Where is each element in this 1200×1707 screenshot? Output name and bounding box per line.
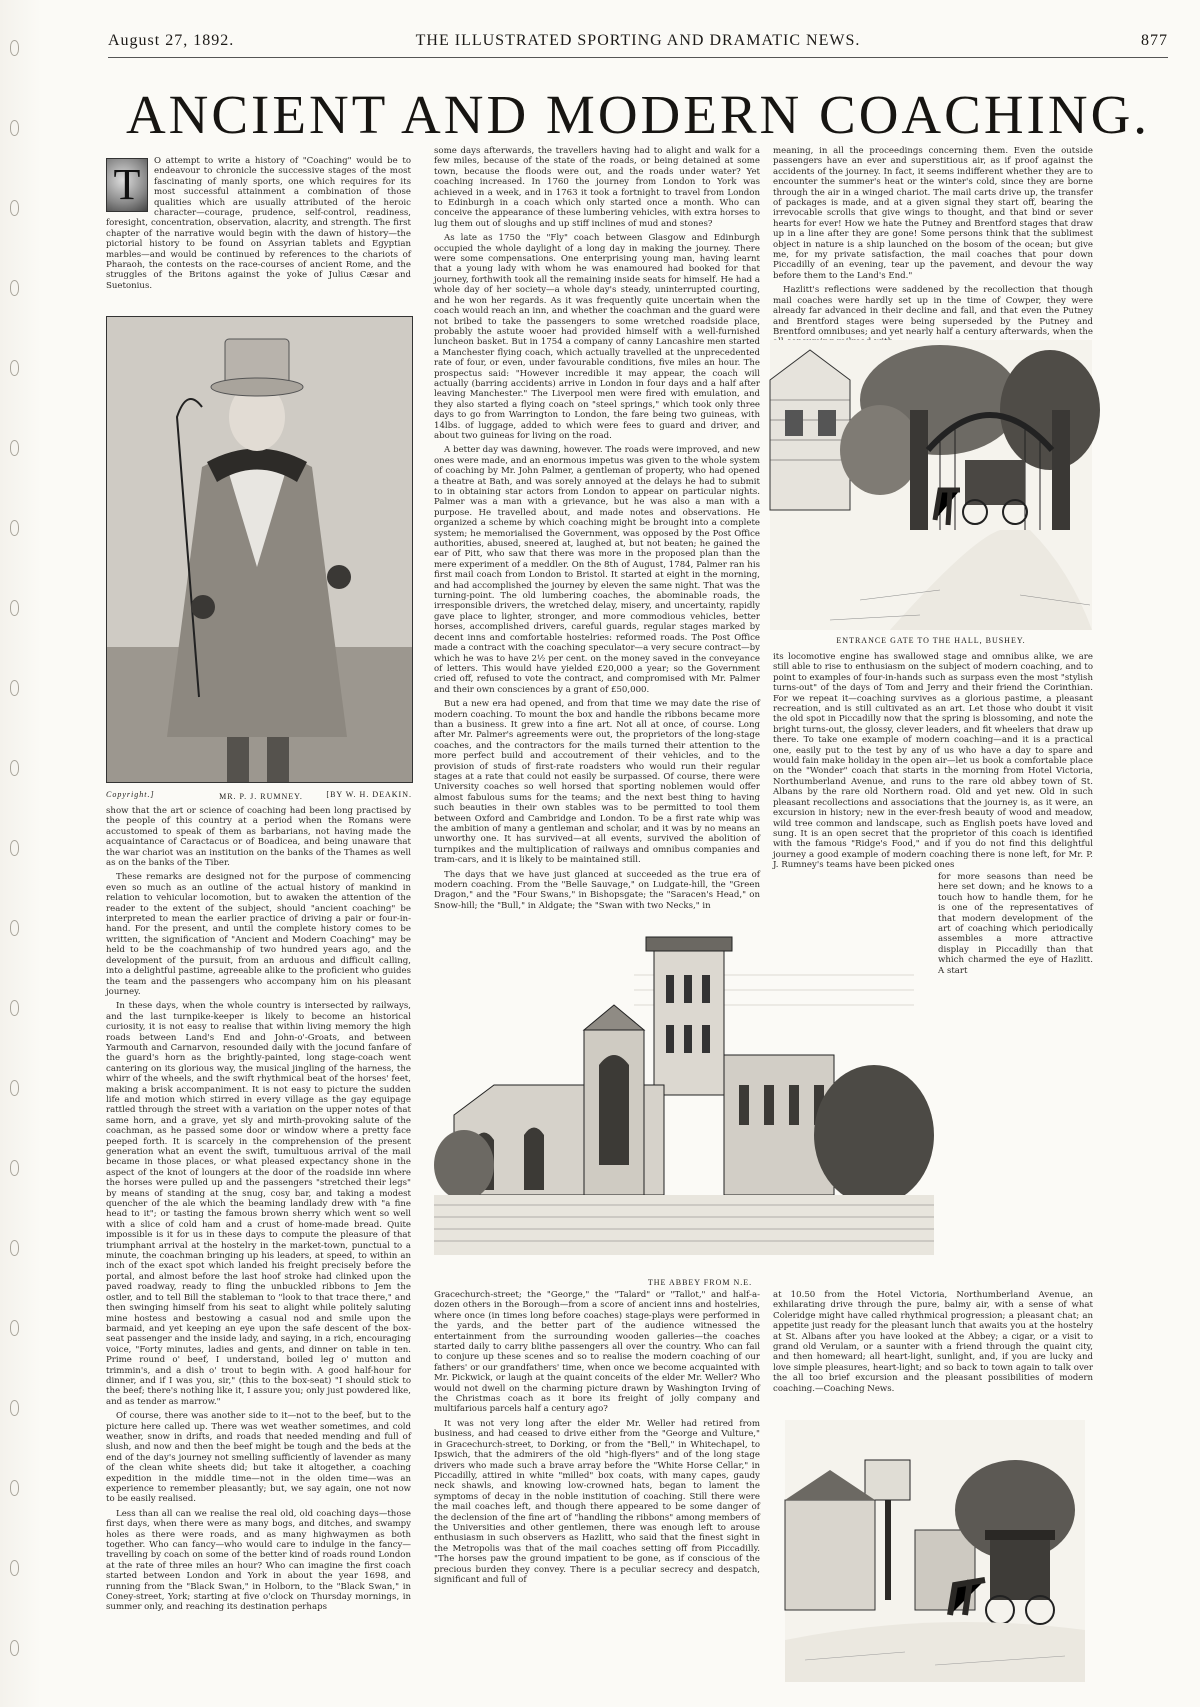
paragraph: its locomotive engine has swallowed stage and omnibus alike, we are still able to rise to enthusiasm on the subject of modern coaching, and to point to examples of four-in-hands such as surpass even the most "stylish turns-out" of the days of Tom and Jerry and their friend the Corinthian. For we repeat it—coaching survives as a glorious pastime, a pleasant recreation, and is still cultivated as an art. Let those who doubt it visit the old spot in Piccadilly now that the spring is blossoming, and note the bright turns-out, the glossy, clever leaders, and fit wheelers that draw up there. To take one example of modern coaching—and it is a practical one, easily put to the test by any of us who have a day to spare and would fain make holiday in the open air—let us book a comfortable place on the "Wonder" coach that starts in the morning from Hotel Victoria, Northumberland Avenue, and runs to the rare old abbey town of St. Albans by the rare old Northern road. Old and yet new. Old in such pleasant recollections and associations that the journey is, as it were, an excursion in history; new in the ever-fresh beauty of wood and meadow, wild tree common and landscape, such as English poets have loved and sung. It is an open secret that the proprietor of this coach is identified with the famous "Ridge's Food," and if you do not find this delightful journey a good example of modern coaching there is none left, for Mr. P. J. Rumney's teams have been picked ones — [773, 652, 1093, 871]
binding-hole — [10, 40, 19, 56]
paragraph: But a new era had opened, and from that time we may date the rise of modern coaching. To mount the box and handle the ribbons became more than a business. It grew into a fine art. Not all at once, of course. Long after Mr. Palmer's agreements were out, the proprietors of the long-stage coaches, and the contractors for the mails turned their attention to the more perfect build and accoutrement of their vehicles, and to the provision of studs of first-rate roadsters who would run their regular stages at a rate that could not easily be surpassed. Of course, there were University coaches so well horsed that sporting noblemen would offer almost fabulous sums for the teams; and the next best thing to having such beauties in their own stables was to be permitted to tool them between Oxford and Cambridge and London. To be a first rate whip was the ambition of many a gentleman and scholar, and it was by no means an unworthy one. It has survived—at all events, survived the abolition of turnpikes and the multiplication of railways and omnibus companies and tram-cars, and it is likely to be maintained still. — [434, 699, 760, 866]
binding-hole — [10, 920, 19, 936]
binding-margin — [0, 0, 42, 1707]
paragraph: In these days, when the whole country is intersected by railways, and the last turnpike-keeper is likely to become an historical curiosity, it is not easy to realise that within living memory the high roads between Land's End and John-o'-Groats, and between Yarmouth and Carnarvon, resounded daily with the jocund fanfare of the guard's horn as the brightly-painted, long stage-coach went cantering on its glorious way, the musical jingling of the harness, the whirr of the wheels, and the swift rhythmical beat of the horses' feet, making a brisk accompaniment. It is not easy to picture the sudden life and motion which stirred in every village as the gay equipage rattled through the street with a variation on the upper notes of that same horn, and a grave, yet sly and mirth-provoking salute of the coachman, as he passed some door or window where a pretty face peeped forth. It is scarcely in the comprehension of the present generation what an event the swift, tumultuous arrival of the mail became in those places, or what pleased expectancy shone in the aspect of the knot of loungers at the door of the roadside inn where the horses were pulled up and the passengers "stretched their legs" by means of standing at the snug, cosy bar, and taking a modest quencher of the ale which the beaming landlady drew with "a fine head to it"; or tasting the famous brown sherry which went so well with a slice of cold ham and a crust of home-made bread. Quite impossible is it for us in these days to compute the pleasure of that triumphant arrival at the hostelry in the market-town, punctual to a minute, the coachman bringing up his leaders, at speed, to within an inch of the exact spot which landed his freight precisely before the portal, and almost before the last hoof stroke had clinked upon the paved roadway, ready to fling the unbuckled ribbons to Jem the ostler, and to tell Bill the stableman to "look to that trace there," and then swinging himself from his seat to alight while politely saluting mine hostess and bestowing a casual nod and smile upon the barmaid, and yet keeping an eye upon the safe descent of the box-seat passenger and the inside lady, and saying, in a rich, encouraging voice, "Forty minutes, ladies and gents, and dinner on table in ten. Prime round o' beef, I understand, boiled leg o' mutton and trimmin's, and a dish o' trout to begin with. A good half-hour for dinner, and if I was you, sir," (this to the box-seat) "I should stick to the beef; there's nothing like it, I assure you; only just powdered like, and as tender as marrow." — [106, 1001, 411, 1407]
binding-hole — [10, 1160, 19, 1176]
paragraph: Gracechurch-street; the "George," the "Talard" or "Tallot," and half-a-dozen others in the Borough—from a score of ancient inns and hostelries, where once (in times long before coaches) stage-plays were performed in the yards, and the better part of the audience witnessed the entertainment from the surrounding wooden galleries—the coaches started daily to carry blithe passengers all over the country. Who can fail to conjure up these scenes and so to realise the modern coaching of our fathers' or our grandfathers' time, when once we become acquainted with Mr. Pickwick, or laugh at the quaint conceits of the elder Mr. Weller? Who would not dwell on the charming picture drawn by Washington Irving of the Christmas coach as it bore its freight of jolly company and multifarious parcels half a century ago? — [434, 1290, 760, 1415]
issue-date: August 27, 1892. — [108, 32, 235, 49]
portrait-credit: [BY W. H. DEAKIN. — [326, 790, 412, 799]
paragraph: some days afterwards, the travellers having had to alight and walk for a few miles, because of the state of the roads, or being detained at some town, because the floods were out, and the roads under water? Yet coaching increased. In 1760 the journey from London to York was achieved in a week, and in 1763 it took a fortnight to travel from London to Edinburgh in a coach which only started once a month. Who can conceive the appearance of these lumbering vehicles, with extra horses to lug them out of sloughs and up stiff inclines of mud and stones? — [434, 146, 760, 229]
article-title: ANCIENT AND MODERN COACHING. — [125, 84, 1151, 145]
binding-hole — [10, 520, 19, 536]
column-3-mid — [773, 652, 1093, 870]
binding-hole — [10, 1640, 19, 1656]
gate-engraving — [770, 340, 1092, 630]
binding-hole — [10, 840, 19, 856]
binding-hole — [10, 1480, 19, 1496]
binding-hole — [10, 200, 19, 216]
abbey-illustration — [434, 935, 934, 1270]
binding-hole — [10, 680, 19, 696]
paragraph: at 10.50 from the Hotel Victoria, Northumberland Avenue, an exhilarating drive through the pure, balmy air, with a sense of what Coleridge might have called rhythmical progression; a pleasant chat; an appetite just ready for the pleasant lunch that awaits you at the hostelry at St. Albans after you have looked at the Abbey; a cigar, or a visit to grand old Verulam, or a saunter with a friend through the quaint city, and then homeward; all heart-light, sunlight, and, if you are lucky and love simple pleasures, heart-light; and so back to town again to talk over the all too brief excursion and the pleasant possibilities of modern coaching.—Coaching News. — [773, 1290, 1093, 1394]
paragraph: A better day was dawning, however. The roads were improved, and new ones were made, and an enormous impetus was given to the whole system of coaching by Mr. John Palmer, a gentleman of property, who had opened a theatre at Bath, and was sorely annoyed at the delays he had to submit to in obtaining star actors from London to appear on particular nights. Palmer was a man with a grievance, but he was also a man with a purpose. He travelled about, and made notes and observations. He organized a scheme by which coaching might be brought into a complete system; he memorialised the Government, was opposed by the Post Office authorities, abused, sneered at, laughed at, but not beaten; he gained the ear of Pitt, who saw that there was more in the proposed plan than the mere experiment of a meddler. On the 8th of August, 1784, Palmer ran his first mail coach from London to Bristol. It started at eight in the morning, and had accomplished the journey by eleven the same night. That was the turning-point. The old lumbering coaches, the abominable roads, the irresponsible drivers, the wretched delay, misery, and uncertainty, rapidly gave place to lighter, stronger, and more commodious vehicles, better horses, accomplished drivers, careful guards, regular stages marked by decent inns and comfortable hostelries: reformed roads. The Post Office made a contract with the coaching speculator—a very secure contract—by which he was to have 2½ per cent. on the money saved in the conveyance of letters. This would have yielded £20,000 a year; so the Government cried off, refused to vote the contract, and compromised with Mr. Palmer and their own consciences by a grant of £50,000. — [434, 445, 760, 695]
column-2 — [434, 146, 760, 958]
col1-top-text — [106, 156, 411, 291]
portrait-caption: MR. P. J. RUMNEY. — [219, 792, 303, 801]
column-1-top — [106, 156, 411, 306]
paragraph: Of course, there was another side to it—not to the beef, but to the picture here called up. There was wet weather sometimes, and cold weather, snow in drifts, and roads that needed mending and full of slush, and now and then the beef might be tough and the beds at the end of the day's journey not smelling sufficiently of lavender as many of the clean white sheets did; but take it altogether, a coaching expedition in the middle time—not in the olden time—was an experience to remember pleasantly; but, we say again, one not now to be easily realised. — [106, 1411, 411, 1505]
binding-hole — [10, 1000, 19, 1016]
portrait-figure-illustration — [107, 317, 412, 782]
paragraph: The days that we have just glanced at succeeded as the true era of modern coaching. From the "Belle Sauvage," on Ludgate-hill, the "Green Dragon," and the "Four Swans," in Bishopsgate; the "Saracen's Head," on Snow-hill; the "Bull," in Aldgate; the "Swan with two Necks," in — [434, 869, 760, 911]
portrait-copyright: Copyright.] — [106, 790, 155, 799]
column-1-bottom — [106, 806, 411, 1686]
abbey-engraving — [434, 935, 934, 1270]
column-3-top — [773, 146, 1093, 336]
masthead: THE ILLUSTRATED SPORTING AND DRAMATIC NEWS. — [415, 32, 861, 49]
binding-hole — [10, 440, 19, 456]
binding-hole — [10, 600, 19, 616]
column-2-bottom — [434, 1290, 760, 1685]
paragraph: O attempt to write a history of "Coaching" would be to endeavour to chronicle the successive stages of the most fascinating of manly sports, one which requires for its most successful attainment a combination of those qualities which are usually attributed of the heroic character—courage, prudence, self-control, readiness, foresight, concentration, observation, alacrity, and strength. The first chapter of the narrative would begin with the dawn of history—the pictorial history to be found on Assyrian tablets and Egyptian marbles—and would be continued by references to the chariots of Pharaoh, the contests on the race-courses of ancient Rome, and the struggles of the Britons against the yoke of Julius Cæsar and Suetonius. — [106, 156, 411, 291]
abbey-caption: THE ABBEY FROM N.E. — [647, 1278, 753, 1287]
paragraph: for more seasons than need be here set down; and he knows to a touch how to handle them, for he is one of the representatives of that modern development of the art of coaching which periodically assembles a more attractive display in Piccadilly than that which charmed the eye of Hazlitt. A start — [938, 872, 1093, 976]
binding-hole — [10, 360, 19, 376]
binding-hole — [10, 1560, 19, 1576]
binding-hole — [10, 1320, 19, 1336]
portrait-photo — [106, 316, 413, 783]
paragraph: As late as 1750 the "Fly" coach between Glasgow and Edinburgh occupied the whole daylight of a long day in making the journey. There were some compensations. One enterprising young man, having learnt that a young lady with whom he was enamoured had booked for that journey, forthwith took all the remaining inside seats for himself. He had a whole day of her society—a whole day's steady, uninterrupted courting, and he won her regards. As it was frequently quite uncertain when the coach would reach an inn, and whether the coachman and the guard were not bribed to take the passengers to some wretched roadside place, probably the astute wooer had provided himself with a well-furnished luncheon basket. But in 1754 a company of canny Lancashire men started a Manchester flying coach, which actually travelled at the unprecedented rate of four, or even, under favourable conditions, five miles an hour. The prospectus said: "However incredible it may appear, the coach will actually (barring accidents) arrive in London in four days and a half after leaving Manchester." The Liverpool men were fired with emulation, and they also started a flying coach on "steel springs," which took only three days to go from Warrington to London, the fare being two guineas, with 14lbs. of luggage, added to which were fees to guard and driver, and about two guineas for living on the road. — [434, 233, 760, 441]
binding-hole — [10, 1080, 19, 1096]
binding-hole — [10, 1400, 19, 1416]
header-rule — [108, 57, 1168, 58]
binding-hole — [10, 760, 19, 776]
entrance-gate-illustration — [770, 340, 1092, 630]
binding-hole — [10, 280, 19, 296]
page-header — [108, 32, 1168, 54]
paragraph: show that the art or science of coaching had been long practised by the people of this country at a period when the Romans were accustomed to speak of them as barbarians, not having made the acquaintance of Caractacus or of Boadicea, and being unaware that the war chariot was an institution on the banks of the Thames as well as on the banks of the Tiber. — [106, 806, 411, 869]
column-3-bottom — [773, 1290, 1093, 1415]
binding-hole — [10, 1240, 19, 1256]
paragraph: These remarks are designed not for the purpose of commencing even so much as an outline of the actual history of mankind in relation to vehicular locomotion, but to awaken the attention of the reader to the extent of the subject, should "ancient coaching" be interpreted to mean the earlier practice of driving a pair or four-in-hand. For the present, and until the complete history comes to be written, the signification of "Ancient and Modern Coaching" may be held to be the coachmanship of two hundred years ago, and the development of the pursuit, from an arduous and difficult calling, into a delightful pastime, agreeable alike to the proficient who guides the team and the passengers who accompany him on his pleasant journey. — [106, 872, 411, 997]
page-number: 877 — [1141, 32, 1168, 49]
binding-hole — [10, 120, 19, 136]
coach-engraving — [785, 1420, 1085, 1682]
coach-road-illustration — [785, 1420, 1085, 1682]
paragraph: meaning, in all the proceedings concerning them. Even the outside passengers have an ever and superstitious air, as if proof against the accidents of the journey. In fact, it seems indifferent whether they are to encounter the summer's heat or the winter's cold, since they are borne through the air in a winged chariot. The mail carts drive up, the transfer of packages is made, and at a given signal they start off, bearing the irrevocable scrolls that give wings to thought, and that bind or sever hearts for ever! How we hate the Putney and Brentford stages that draw up in a line after they are gone! Some persons think that the sublimest object in nature is a ship launched on the bosom of the ocean; but give me, for my private satisfaction, the mail coaches that pour down Piccadilly of an evening, tear up the pavement, and devour the way before them to the Land's End." — [773, 146, 1093, 281]
paragraph: It was not very long after the elder Mr. Weller had retired from business, and had ceased to drive either from the "George and Vulture," in Gracechurch-street, to Dorking, or from the "Bell," in Whitechapel, to Ipswich, that the admirers of the old "high-flyers" and of the long stage drivers who made such a brave array before the "White Horse Cellar," in Piccadilly, attired in white "milled" box coats, with many capes, gaudy neck shawls, and knowing low-crowned hats, began to lament the symptoms of decay in the noble institution of coaching. Still there were the mail coaches left, and though there appeared to be some danger of the declension of the fine art of "handling the ribbons" among members of the Universities and other gentlemen, there was enough left to arouse enthusiasm in such observers as Hazlitt, who said that the finest sight in the Metropolis was that of the mail coaches setting off from Piccadilly. "The horses paw the ground impatient to be gone, as if conscious of the precious burden they convey. There is a peculiar secrecy and despatch, significant and full of — [434, 1418, 760, 1585]
gate-caption: ENTRANCE GATE TO THE HALL, BUSHEY. — [836, 636, 1026, 645]
paragraph: Hazlitt's reflections were saddened by the recollection that though mail coaches were hardly set up in the time of Cowper, they were already far advanced in their decline and fall, and that even the Putney and Brentford stages were being superseded by the Putney and Brentford omnibuses; and yet nearly half a century afterwards, when the — [773, 285, 1093, 337]
drop-cap-t: T — [106, 158, 148, 212]
column-3-wrap — [938, 872, 1093, 976]
paragraph: Less than all can we realise the real old, old coaching days—those first days, when there were as many bogs, and ditches, and swampy holes as there were roads, and as many highwaymen as both together. Who can fancy—who would care to indulge in the fancy—travelling by coach on some of the better kind of roads round London at the rate of three miles an hour? Who can imagine the first coach started between London and York in about the year 1698, and running from the "Black Swan," in Holborn, to the "Black Swan," in Coney-street, York; starting at five o'clock on Thursday mornings, in summer only, and reaching its destination perhaps — [106, 1508, 411, 1613]
